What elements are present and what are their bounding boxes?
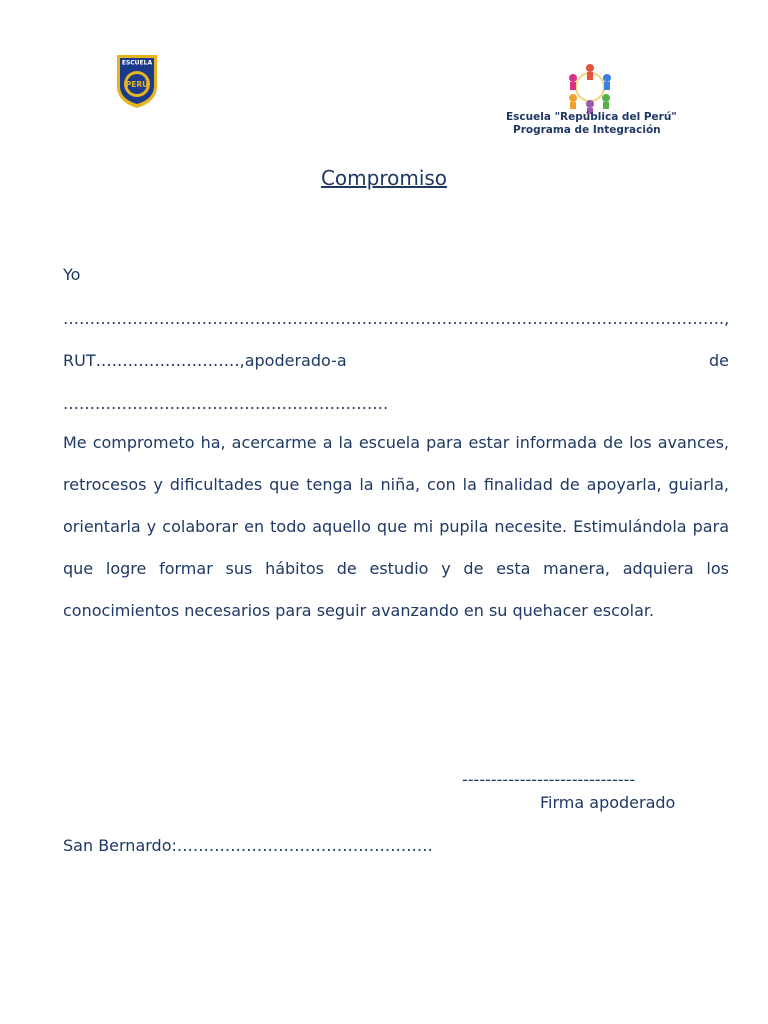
- rut-line: RUT………………………,apoderado-a: [63, 351, 347, 370]
- crest-center-text: PERÚ: [125, 80, 149, 89]
- children-circle-icon: [560, 60, 620, 114]
- place-date-line: San Bernardo:…………………………………………: [63, 836, 433, 855]
- student-line: …………………………………………………….: [63, 394, 389, 413]
- program-name: Programa de Integración: [513, 124, 661, 136]
- school-info: [506, 111, 677, 137]
- signature-label: Firma apoderado: [540, 793, 676, 812]
- school-crest-icon: [114, 52, 160, 110]
- name-line: …………………………………………………………………………………………………………….,: [63, 309, 730, 328]
- yo-label: Yo: [63, 265, 81, 284]
- crest-top-text: ESCUELA: [121, 59, 153, 67]
- de-label: de: [709, 351, 729, 370]
- commitment-paragraph: [63, 422, 729, 632]
- page-title: Compromiso: [320, 166, 448, 190]
- rut-row: [63, 351, 729, 370]
- paragraph-text: Me comprometo ha, acercarme a la escuela para estar informada de los avances, retrocesos y dificultades que tenga la niña, con la finalidad de apoyarla, guiarla, orientarla y colaborar en todo aquello que mi pupila necesite. Estimulándola para que logre formar sus hábitos de estudio y de esta manera, adquiera los conocimientos necesarios para seguir avanzando en su quehacer escolar.: [63, 433, 729, 620]
- signature-line: ------------------------------: [462, 770, 636, 789]
- school-name: Escuela "República del Perú": [506, 111, 677, 123]
